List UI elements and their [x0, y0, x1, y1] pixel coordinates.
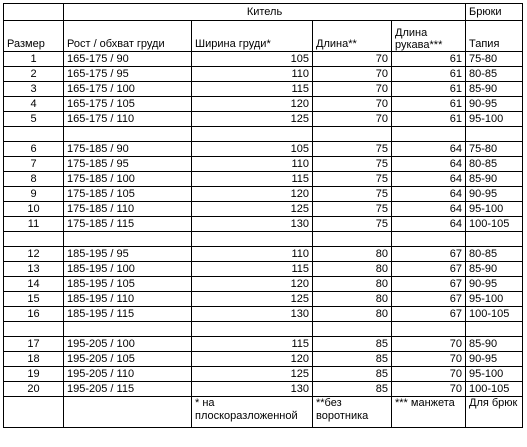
table-row [4, 277, 523, 292]
header-size: Размер [4, 21, 64, 52]
empty-cell [466, 322, 523, 337]
sleeve-length-cell: 64 [392, 202, 466, 217]
size-cell: 17 [4, 337, 64, 352]
sleeve-length-cell: 70 [392, 382, 466, 397]
column-header-row [4, 21, 523, 52]
sleeve-length-cell: 67 [392, 247, 466, 262]
waist-cell: 80-85 [466, 247, 523, 262]
waist-cell: 85-90 [466, 262, 523, 277]
height-chest-cell: 175-185 / 115 [64, 217, 192, 232]
bryuki-group-header: Брюки [466, 4, 523, 21]
waist-cell: 95-100 [466, 292, 523, 307]
empty-cell [4, 397, 64, 428]
empty-cell [313, 322, 392, 337]
chest-width-cell: 105 [192, 52, 313, 67]
empty-cell [4, 127, 64, 142]
chest-width-cell: 110 [192, 67, 313, 82]
size-cell: 16 [4, 307, 64, 322]
size-cell: 3 [4, 82, 64, 97]
chest-width-cell: 130 [192, 382, 313, 397]
waist-cell: 85-90 [466, 337, 523, 352]
chest-width-cell: 115 [192, 172, 313, 187]
table-row [4, 367, 523, 382]
note-sleeve: *** манжета [392, 397, 466, 428]
sleeve-length-cell: 64 [392, 157, 466, 172]
height-chest-cell: 185-195 / 95 [64, 247, 192, 262]
waist-cell: 75-80 [466, 52, 523, 67]
height-chest-cell: 185-195 / 115 [64, 307, 192, 322]
height-chest-cell: 195-205 / 105 [64, 352, 192, 367]
waist-cell: 95-100 [466, 202, 523, 217]
size-cell: 20 [4, 382, 64, 397]
height-chest-cell: 175-185 / 105 [64, 187, 192, 202]
height-chest-cell: 175-185 / 90 [64, 142, 192, 157]
note-length: **без воротника [313, 397, 392, 428]
waist-cell: 80-85 [466, 67, 523, 82]
kitel-group-header: Китель [64, 4, 466, 21]
size-cell: 4 [4, 97, 64, 112]
sleeve-length-cell: 61 [392, 82, 466, 97]
note-chest-width: * на плоскоразложенной [192, 397, 313, 428]
empty-cell [466, 232, 523, 247]
empty-cell [4, 322, 64, 337]
sleeve-length-cell: 67 [392, 307, 466, 322]
height-chest-cell: 165-175 / 105 [64, 97, 192, 112]
length-cell: 80 [313, 247, 392, 262]
size-cell: 13 [4, 262, 64, 277]
length-cell: 85 [313, 352, 392, 367]
waist-cell: 100-105 [466, 382, 523, 397]
table-row [4, 112, 523, 127]
length-cell: 70 [313, 112, 392, 127]
group-header-row [4, 4, 523, 21]
chest-width-cell: 125 [192, 112, 313, 127]
size-cell: 7 [4, 157, 64, 172]
chest-width-cell: 130 [192, 217, 313, 232]
height-chest-cell: 185-195 / 100 [64, 262, 192, 277]
height-chest-cell: 195-205 / 110 [64, 367, 192, 382]
empty-cell [4, 232, 64, 247]
height-chest-cell: 165-175 / 95 [64, 67, 192, 82]
sleeve-length-cell: 70 [392, 337, 466, 352]
chest-width-cell: 105 [192, 142, 313, 157]
sleeve-length-cell: 61 [392, 52, 466, 67]
sleeve-length-cell: 67 [392, 262, 466, 277]
height-chest-cell: 185-195 / 105 [64, 277, 192, 292]
length-cell: 75 [313, 202, 392, 217]
table-row [4, 307, 523, 322]
size-cell: 10 [4, 202, 64, 217]
length-cell: 70 [313, 97, 392, 112]
table-row [4, 337, 523, 352]
length-cell: 85 [313, 382, 392, 397]
sleeve-length-cell: 61 [392, 97, 466, 112]
height-chest-cell: 175-185 / 95 [64, 157, 192, 172]
length-cell: 70 [313, 82, 392, 97]
length-cell: 75 [313, 217, 392, 232]
empty-cell [192, 127, 313, 142]
length-cell: 85 [313, 367, 392, 382]
table-row [4, 292, 523, 307]
sleeve-length-cell: 61 [392, 112, 466, 127]
empty-cell [64, 322, 192, 337]
empty-cell [313, 127, 392, 142]
waist-cell: 90-95 [466, 352, 523, 367]
separator-row [4, 232, 523, 247]
chest-width-cell: 130 [192, 307, 313, 322]
note-trousers: Для брюк [466, 397, 523, 428]
height-chest-cell: 185-195 / 110 [64, 292, 192, 307]
table-row [4, 67, 523, 82]
height-chest-cell: 195-205 / 100 [64, 337, 192, 352]
sleeve-length-cell: 64 [392, 142, 466, 157]
sleeve-length-cell: 67 [392, 292, 466, 307]
sleeve-length-cell: 64 [392, 217, 466, 232]
size-cell: 8 [4, 172, 64, 187]
empty-cell [64, 397, 192, 428]
table-row [4, 187, 523, 202]
table-row [4, 52, 523, 67]
table-row [4, 247, 523, 262]
empty-cell [192, 322, 313, 337]
height-chest-cell: 165-175 / 100 [64, 82, 192, 97]
size-cell: 14 [4, 277, 64, 292]
table-row [4, 97, 523, 112]
length-cell: 70 [313, 52, 392, 67]
chest-width-cell: 110 [192, 157, 313, 172]
waist-cell: 100-105 [466, 217, 523, 232]
table-row [4, 202, 523, 217]
empty-cell [392, 322, 466, 337]
table-row [4, 142, 523, 157]
header-chest-width: Ширина груди* [192, 21, 313, 52]
length-cell: 80 [313, 307, 392, 322]
size-cell: 15 [4, 292, 64, 307]
table-row [4, 262, 523, 277]
size-chart-table [3, 3, 523, 428]
table-row [4, 217, 523, 232]
size-cell: 6 [4, 142, 64, 157]
size-cell: 18 [4, 352, 64, 367]
chest-width-cell: 120 [192, 97, 313, 112]
empty-cell [392, 127, 466, 142]
empty-cell [64, 232, 192, 247]
header-sleeve-length: Длина рукава*** [392, 21, 466, 52]
height-chest-cell: 175-185 / 110 [64, 202, 192, 217]
size-cell: 19 [4, 367, 64, 382]
length-cell: 75 [313, 142, 392, 157]
separator-row [4, 322, 523, 337]
sleeve-length-cell: 70 [392, 352, 466, 367]
length-cell: 80 [313, 277, 392, 292]
chest-width-cell: 125 [192, 292, 313, 307]
height-chest-cell: 195-205 / 115 [64, 382, 192, 397]
empty-cell [192, 232, 313, 247]
size-cell: 12 [4, 247, 64, 262]
waist-cell: 85-90 [466, 172, 523, 187]
sleeve-length-cell: 67 [392, 277, 466, 292]
empty-cell [64, 127, 192, 142]
waist-cell: 90-95 [466, 187, 523, 202]
table-row [4, 172, 523, 187]
length-cell: 70 [313, 67, 392, 82]
size-cell: 5 [4, 112, 64, 127]
sleeve-length-cell: 64 [392, 172, 466, 187]
sleeve-length-cell: 61 [392, 67, 466, 82]
size-cell: 2 [4, 67, 64, 82]
size-cell: 11 [4, 217, 64, 232]
chest-width-cell: 115 [192, 82, 313, 97]
chest-width-cell: 120 [192, 352, 313, 367]
waist-cell: 75-80 [466, 142, 523, 157]
waist-cell: 85-90 [466, 82, 523, 97]
height-chest-cell: 175-185 / 100 [64, 172, 192, 187]
waist-cell: 95-100 [466, 112, 523, 127]
empty-cell [392, 232, 466, 247]
chest-width-cell: 125 [192, 367, 313, 382]
waist-cell: 80-85 [466, 157, 523, 172]
header-height-chest: Рост / обхват груди [64, 21, 192, 52]
table-row [4, 352, 523, 367]
waist-cell: 100-105 [466, 307, 523, 322]
waist-cell: 90-95 [466, 97, 523, 112]
length-cell: 85 [313, 337, 392, 352]
size-cell: 9 [4, 187, 64, 202]
chest-width-cell: 110 [192, 247, 313, 262]
table-row [4, 82, 523, 97]
waist-cell: 90-95 [466, 277, 523, 292]
length-cell: 75 [313, 157, 392, 172]
separator-row [4, 127, 523, 142]
length-cell: 75 [313, 172, 392, 187]
waist-cell: 95-100 [466, 367, 523, 382]
height-chest-cell: 165-175 / 90 [64, 52, 192, 67]
sleeve-length-cell: 64 [392, 187, 466, 202]
chest-width-cell: 120 [192, 187, 313, 202]
header-waist: Тапия [466, 21, 523, 52]
notes-row [4, 397, 523, 428]
length-cell: 75 [313, 187, 392, 202]
chest-width-cell: 125 [192, 202, 313, 217]
chest-width-cell: 115 [192, 262, 313, 277]
size-cell: 1 [4, 52, 64, 67]
sleeve-length-cell: 70 [392, 367, 466, 382]
empty-cell [313, 232, 392, 247]
chest-width-cell: 120 [192, 277, 313, 292]
empty-cell [466, 127, 523, 142]
header-length: Длина** [313, 21, 392, 52]
table-row [4, 382, 523, 397]
chest-width-cell: 115 [192, 337, 313, 352]
length-cell: 80 [313, 262, 392, 277]
empty-cell [4, 4, 64, 21]
length-cell: 80 [313, 292, 392, 307]
height-chest-cell: 165-175 / 110 [64, 112, 192, 127]
table-row [4, 157, 523, 172]
